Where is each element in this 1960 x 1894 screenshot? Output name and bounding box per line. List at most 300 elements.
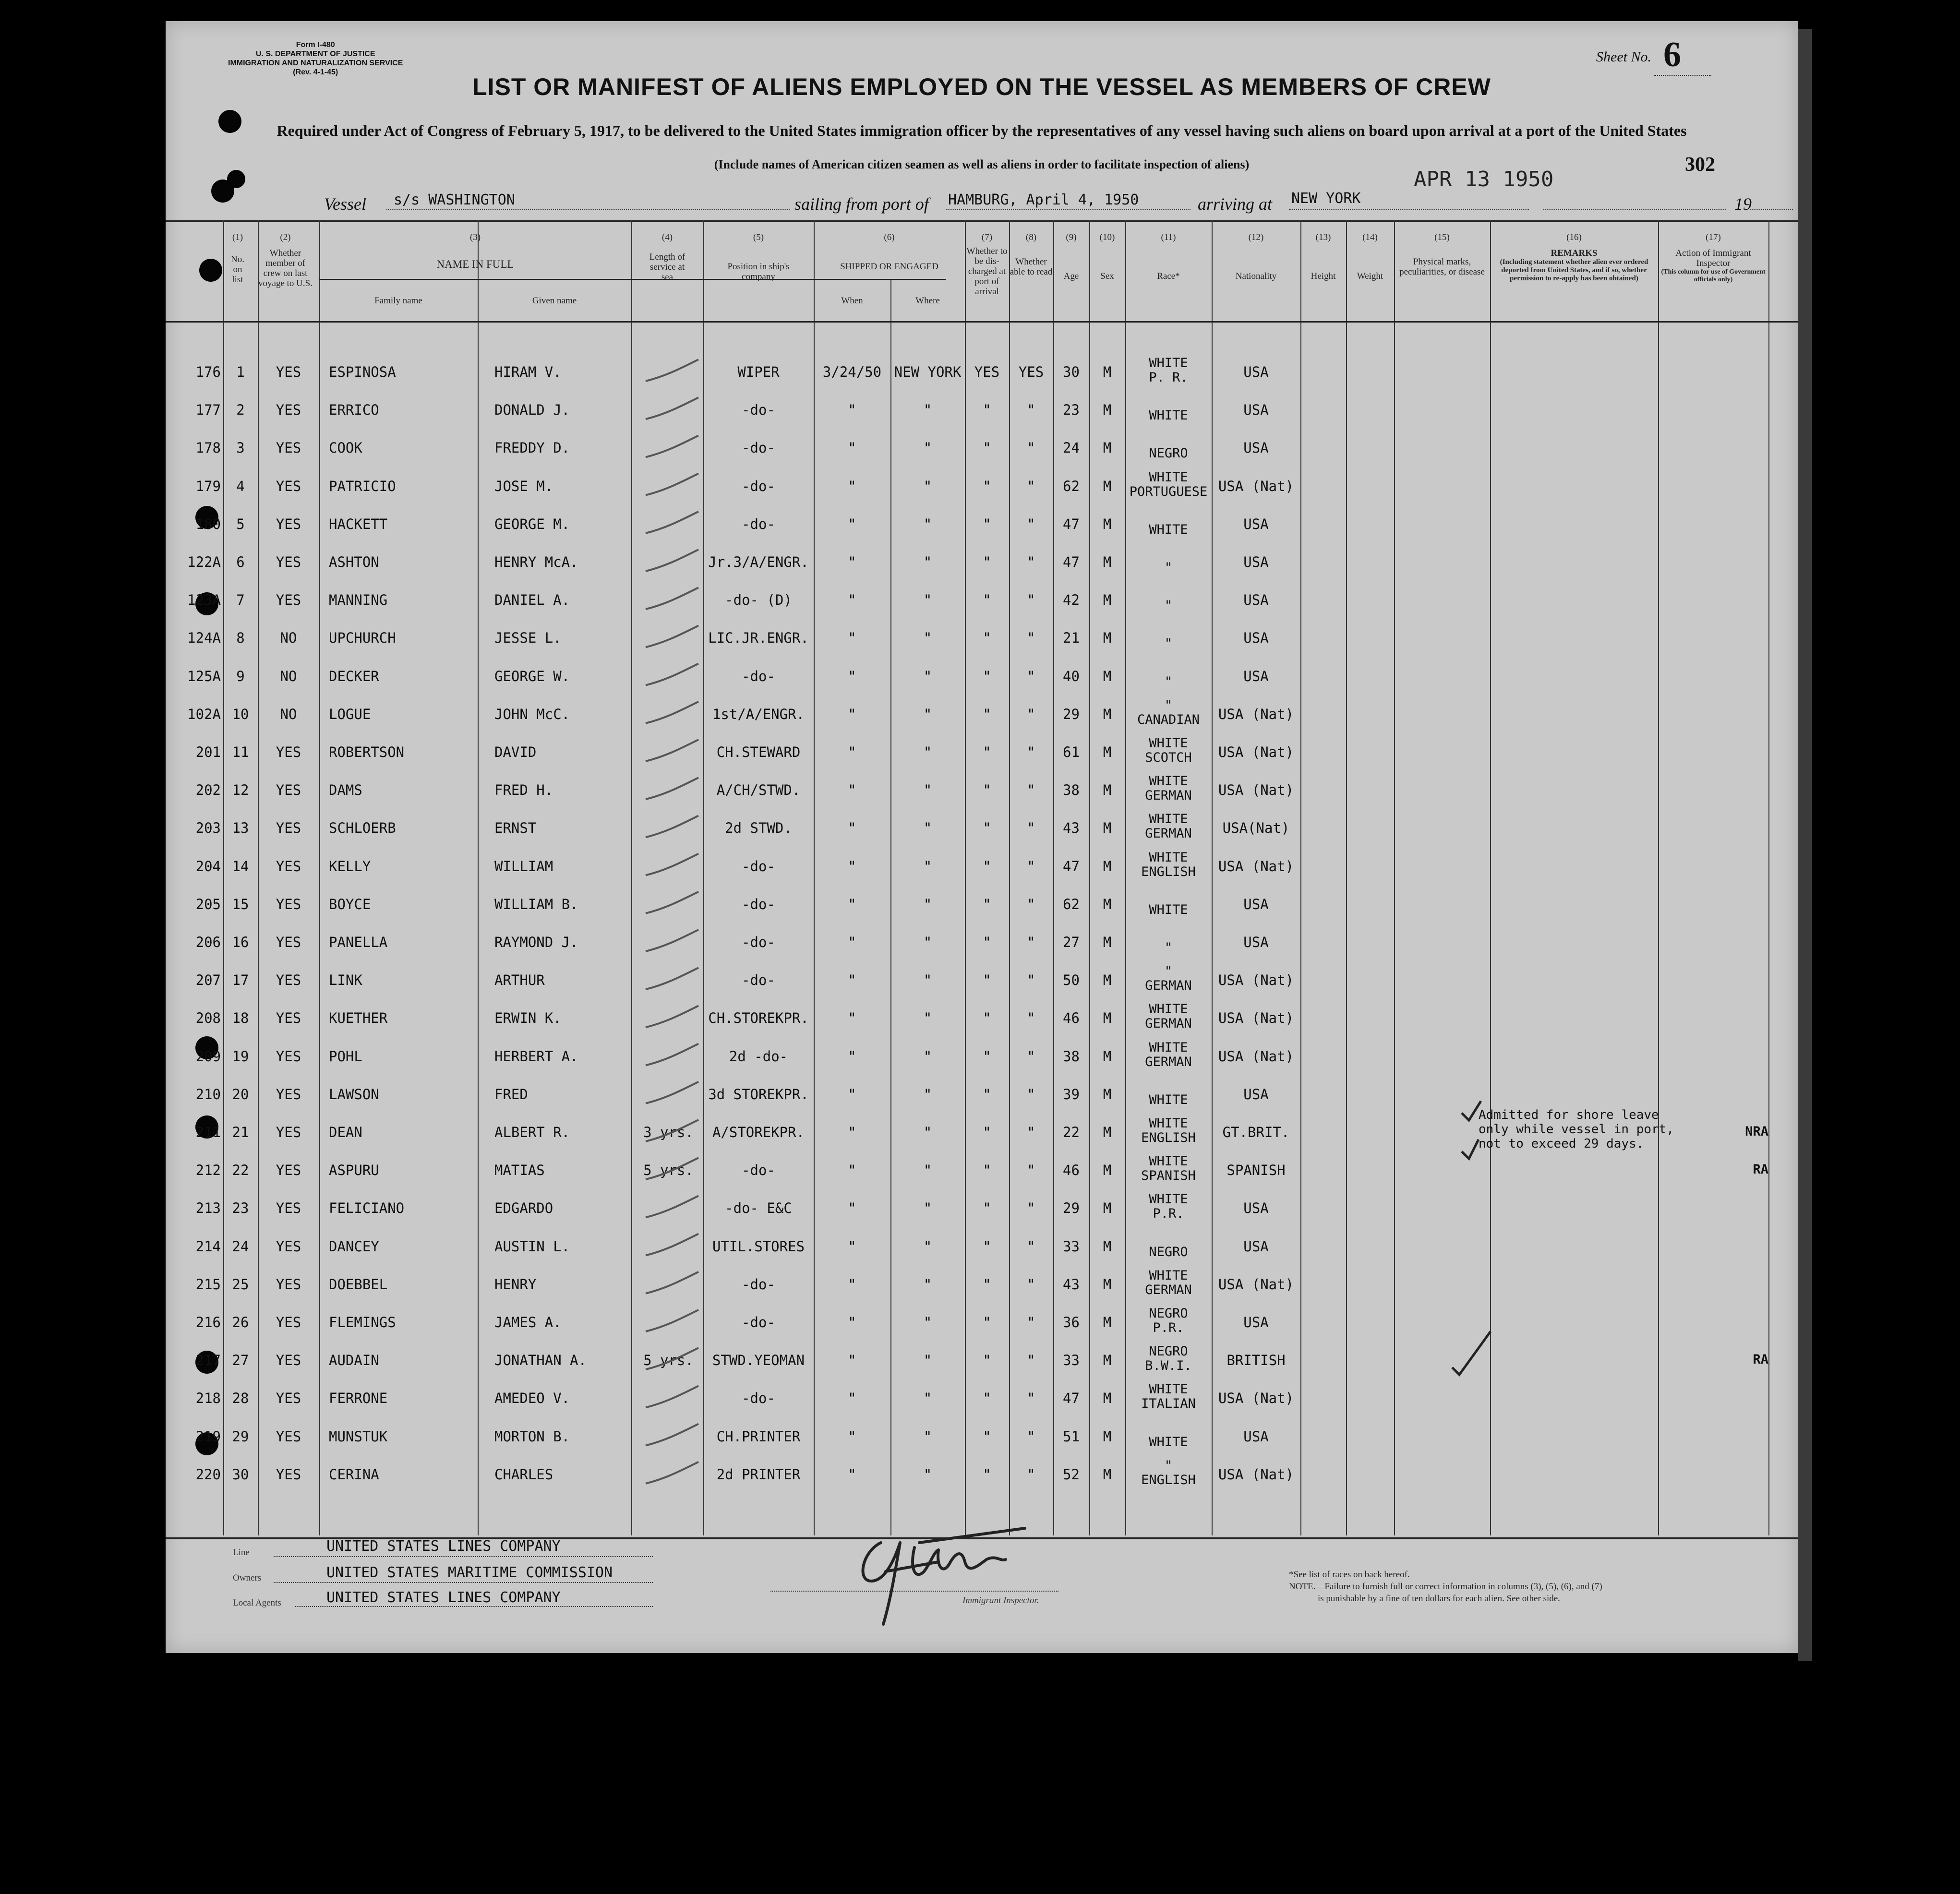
cell-position: 3d STOREKPR. bbox=[708, 1086, 809, 1103]
service-tick-mark bbox=[646, 1234, 698, 1256]
race-line-1: WHITE bbox=[1149, 1192, 1188, 1207]
cell-prev: YES bbox=[276, 744, 301, 760]
cell-disch: " bbox=[983, 744, 991, 760]
cell-age: 38 bbox=[1063, 1048, 1080, 1065]
cell-prev: YES bbox=[276, 1428, 301, 1445]
cell-nat: USA bbox=[1243, 1200, 1269, 1217]
cell-age: 29 bbox=[1063, 1200, 1080, 1217]
race-line-2: WHITE bbox=[1149, 1434, 1188, 1450]
cell-idx: 204 bbox=[195, 858, 221, 875]
race-line-1: WHITE bbox=[1149, 850, 1188, 865]
cell-prev: YES bbox=[276, 1010, 301, 1027]
cell-prev: YES bbox=[276, 1048, 301, 1065]
cell-no: 30 bbox=[232, 1466, 249, 1483]
cell-given: WILLIAM B. bbox=[494, 896, 578, 912]
cell-age: 22 bbox=[1063, 1124, 1080, 1140]
service-tick-mark bbox=[646, 435, 698, 457]
cell-where: " bbox=[923, 858, 932, 875]
cell-idx: 209 bbox=[195, 1048, 221, 1065]
nationality-check-mark bbox=[1462, 1139, 1479, 1159]
cell-disch: " bbox=[983, 1466, 991, 1483]
cell-when: " bbox=[848, 858, 856, 875]
cell-nat: USA (Nat) bbox=[1218, 858, 1294, 875]
cell-position: -do- bbox=[742, 934, 775, 950]
cell-idx: 177 bbox=[195, 402, 221, 419]
race-line-2: WHITE bbox=[1149, 902, 1188, 917]
race-line-1: WHITE bbox=[1149, 774, 1188, 789]
cell-nat: USA bbox=[1243, 440, 1269, 456]
cell-read: " bbox=[1027, 1048, 1035, 1065]
cell-idx: 218 bbox=[195, 1390, 221, 1407]
cell-position: -do- bbox=[742, 478, 775, 494]
service-tick-mark bbox=[646, 778, 698, 799]
cell-age: 61 bbox=[1063, 744, 1080, 760]
cell-when: " bbox=[848, 630, 856, 647]
races-note: *See list of races on back hereof. bbox=[1289, 1570, 1410, 1580]
cell-age: 33 bbox=[1063, 1238, 1080, 1255]
manifest-title: LIST OR MANIFEST OF ALIENS EMPLOYED ON THE VESSEL AS MEMBERS OF CREW bbox=[472, 73, 1491, 100]
col-9-header: (9) Age bbox=[1063, 232, 1079, 281]
cell-sex: M bbox=[1103, 1314, 1112, 1331]
cell-action: NRA bbox=[1745, 1124, 1768, 1139]
cell-nat: USA bbox=[1243, 592, 1269, 609]
cell-sex: M bbox=[1103, 1238, 1112, 1255]
cell-prev: YES bbox=[276, 1238, 301, 1255]
cell-position: -do- (D) bbox=[725, 592, 792, 609]
cell-where: " bbox=[923, 782, 932, 799]
cell-given: JONATHAN A. bbox=[494, 1352, 587, 1369]
cell-when: " bbox=[848, 1162, 856, 1179]
service-tick-mark bbox=[646, 1386, 698, 1407]
cell-nat: USA (Nat) bbox=[1218, 478, 1294, 494]
arriving-port: NEW YORK bbox=[1291, 190, 1361, 207]
cell-age: 23 bbox=[1063, 402, 1080, 419]
cell-family: HACKETT bbox=[329, 515, 388, 532]
cell-no: 8 bbox=[236, 630, 245, 647]
cell-given: RAYMOND J. bbox=[494, 934, 578, 950]
cell-sex: M bbox=[1103, 364, 1112, 380]
cell-where: " bbox=[923, 1428, 932, 1445]
cell-sex: M bbox=[1103, 1086, 1112, 1103]
cell-action: RA bbox=[1753, 1352, 1768, 1367]
cell-sex: M bbox=[1103, 1428, 1112, 1445]
cell-sex: M bbox=[1103, 1390, 1112, 1407]
cell-idx: 219 bbox=[195, 1428, 221, 1445]
col-3a-header: Family name bbox=[374, 296, 422, 306]
cell-family: FLEMINGS bbox=[329, 1314, 396, 1331]
col-11-header: (11) Race* bbox=[1157, 232, 1180, 281]
date-stamp: APR 13 1950 bbox=[1414, 167, 1554, 192]
cell-family: ESPINOSA bbox=[329, 364, 396, 380]
cell-given: JOSE M. bbox=[494, 478, 553, 494]
year-prefix: 19 bbox=[1734, 194, 1752, 214]
penalty-note-continued: is punishable by a fine of ten dollars for each alien. See other side. bbox=[1318, 1594, 1560, 1604]
cell-where: " bbox=[923, 668, 932, 684]
cell-where: " bbox=[923, 744, 932, 760]
cell-prev: YES bbox=[276, 1352, 301, 1369]
cell-disch: " bbox=[983, 1352, 991, 1369]
cell-position: -do- bbox=[742, 1314, 775, 1331]
cell-position: -do- bbox=[742, 440, 775, 456]
cell-position: UTIL.STORES bbox=[712, 1238, 805, 1255]
race-line-2: GERMAN bbox=[1145, 978, 1192, 994]
race-line-1: NEGRO bbox=[1149, 1344, 1188, 1359]
cell-given: DANIEL A. bbox=[494, 592, 570, 609]
service-tick-mark bbox=[646, 397, 698, 419]
cell-idx: 102A bbox=[187, 706, 221, 722]
cell-no: 14 bbox=[232, 858, 249, 875]
cell-sex: M bbox=[1103, 706, 1112, 722]
race-line-1: NEGRO bbox=[1149, 1306, 1188, 1321]
cell-family: BOYCE bbox=[329, 896, 371, 912]
cell-when: " bbox=[848, 744, 856, 760]
cell-no: 28 bbox=[232, 1390, 249, 1407]
owners-underline bbox=[274, 1582, 653, 1583]
cell-position: -do- bbox=[742, 1162, 775, 1179]
cell-prev: NO bbox=[280, 668, 297, 684]
cell-family: MANNING bbox=[329, 592, 388, 609]
cell-position: -do- bbox=[742, 1390, 775, 1407]
cell-family: DAMS bbox=[329, 782, 362, 799]
cell-nat: USA (Nat) bbox=[1218, 1466, 1294, 1483]
col-3b-header: Given name bbox=[532, 296, 577, 306]
cell-when: " bbox=[848, 1428, 856, 1445]
cell-when: " bbox=[848, 896, 856, 912]
service-tick-mark bbox=[646, 512, 698, 533]
cell-where: " bbox=[923, 402, 932, 419]
cell-family: FERRONE bbox=[329, 1390, 388, 1407]
cell-age: 43 bbox=[1063, 1276, 1080, 1293]
cell-position: A/STOREKPR. bbox=[712, 1124, 805, 1140]
cell-disch: " bbox=[983, 934, 991, 950]
cell-read: " bbox=[1027, 630, 1035, 647]
cell-position: -do- bbox=[742, 972, 775, 989]
cell-disch: " bbox=[983, 1010, 991, 1027]
cell-age: 62 bbox=[1063, 478, 1080, 494]
race-line-2: WHITE bbox=[1149, 1092, 1188, 1107]
cell-prev: YES bbox=[276, 515, 301, 532]
cell-disch: " bbox=[983, 972, 991, 989]
cell-sex: M bbox=[1103, 972, 1112, 989]
cell-prev: YES bbox=[276, 364, 301, 380]
cell-when: " bbox=[848, 1276, 856, 1293]
cell-sex: M bbox=[1103, 1048, 1112, 1065]
cell-family: COOK bbox=[329, 440, 362, 456]
cell-where: NEW YORK bbox=[894, 364, 962, 380]
arriving-label: arriving at bbox=[1198, 194, 1273, 214]
inspector-underline bbox=[770, 1591, 1058, 1592]
cell-position: -do- bbox=[742, 896, 775, 912]
cell-where: " bbox=[923, 1314, 932, 1331]
cell-position: -do- bbox=[742, 858, 775, 875]
col-6a-header: When bbox=[841, 296, 863, 306]
cell-nat: USA bbox=[1243, 1314, 1269, 1331]
cell-disch: " bbox=[983, 1390, 991, 1407]
cell-age: 42 bbox=[1063, 592, 1080, 609]
cell-position: 2d -do- bbox=[729, 1048, 788, 1065]
cell-age: 47 bbox=[1063, 515, 1080, 532]
cell-disch: " bbox=[983, 820, 991, 837]
service-tick-mark bbox=[646, 474, 698, 495]
sheet-number: 6 bbox=[1663, 35, 1681, 74]
cell-no: 29 bbox=[232, 1428, 249, 1445]
cell-idx: 179 bbox=[195, 478, 221, 494]
cell-nat: USA bbox=[1243, 1086, 1269, 1103]
cell-no: 9 bbox=[236, 668, 245, 684]
cell-family: POHL bbox=[329, 1048, 362, 1065]
cell-prev: NO bbox=[280, 630, 297, 647]
cell-read: " bbox=[1027, 1086, 1035, 1103]
cell-when: " bbox=[848, 1466, 856, 1483]
cell-age: 40 bbox=[1063, 668, 1080, 684]
cell-given: GEORGE M. bbox=[494, 515, 570, 532]
cell-family: DEAN bbox=[329, 1124, 362, 1140]
cell-given: HIRAM V. bbox=[494, 364, 562, 380]
cell-sex: M bbox=[1103, 440, 1112, 456]
cell-when: " bbox=[848, 402, 856, 419]
cell-where: " bbox=[923, 478, 932, 494]
form-number: Form I-480 bbox=[296, 41, 335, 49]
cell-family: KUETHER bbox=[329, 1010, 388, 1027]
cell-idx: 202 bbox=[195, 782, 221, 799]
cell-age: 36 bbox=[1063, 1314, 1080, 1331]
cell-no: 18 bbox=[232, 1010, 249, 1027]
nationality-check-mark bbox=[1462, 1101, 1481, 1120]
race-line-1: WHITE bbox=[1149, 736, 1188, 751]
cell-given: FREDDY D. bbox=[494, 440, 570, 456]
cell-given: MORTON B. bbox=[494, 1428, 570, 1445]
cell-disch: " bbox=[983, 1124, 991, 1140]
manifest-subtitle: Required under Act of Congress of February 5, 1917, to be delivered to the United States immigration officer by the representatives of any vessel having such aliens on board upon arrival at a port of the United States bbox=[277, 122, 1687, 139]
cell-where: " bbox=[923, 630, 932, 647]
service-tick-mark bbox=[646, 1082, 698, 1103]
cell-idx: 180 bbox=[195, 515, 221, 532]
col-10-header: (10) Sex bbox=[1099, 232, 1115, 281]
race-line-2: ENGLISH bbox=[1141, 1472, 1196, 1487]
cell-nat: USA bbox=[1243, 402, 1269, 419]
col-6b-header: Where bbox=[915, 296, 940, 306]
cell-given: ARTHUR bbox=[494, 972, 545, 989]
cell-action: RA bbox=[1753, 1162, 1768, 1177]
race-line-1: " bbox=[1164, 1458, 1173, 1473]
department-name: U. S. DEPARTMENT OF JUSTICE bbox=[255, 50, 375, 58]
cell-family: MUNSTUK bbox=[329, 1428, 388, 1445]
cell-nat: USA bbox=[1243, 364, 1269, 380]
race-line-1: WHITE bbox=[1149, 1382, 1188, 1397]
col-5-header: (5) Position in ship's company bbox=[727, 232, 790, 282]
race-line-2: " bbox=[1164, 560, 1173, 575]
race-line-1: WHITE bbox=[1149, 812, 1188, 827]
cell-where: " bbox=[923, 1124, 932, 1140]
tick-marks bbox=[166, 21, 1798, 1653]
cell-when: " bbox=[848, 1200, 856, 1217]
service-tick-mark bbox=[646, 1158, 698, 1179]
cell-read: " bbox=[1027, 1200, 1035, 1217]
cell-where: " bbox=[923, 515, 932, 532]
cell-disch: " bbox=[983, 440, 991, 456]
cell-age: 47 bbox=[1063, 1390, 1080, 1407]
race-line-2: SPANISH bbox=[1141, 1168, 1196, 1184]
cell-when: 3/24/50 bbox=[822, 364, 882, 380]
cell-no: 1 bbox=[236, 364, 245, 380]
service-tick-mark bbox=[646, 1006, 698, 1027]
cell-prev: YES bbox=[276, 782, 301, 799]
cell-age: 43 bbox=[1063, 820, 1080, 837]
cell-no: 5 bbox=[236, 515, 245, 532]
cell-sex: M bbox=[1103, 1352, 1112, 1369]
cell-given: FRED bbox=[494, 1086, 528, 1103]
service-tick-mark bbox=[646, 854, 698, 875]
cell-nat: USA bbox=[1243, 1428, 1269, 1445]
service-tick-mark bbox=[646, 1044, 698, 1066]
cell-read: " bbox=[1027, 402, 1035, 419]
cell-nat: BRITISH bbox=[1227, 1352, 1286, 1369]
cell-sex: M bbox=[1103, 515, 1112, 532]
cell-prev: YES bbox=[276, 402, 301, 419]
race-line-2: " bbox=[1164, 598, 1173, 613]
cell-no: 27 bbox=[232, 1352, 249, 1369]
cell-prev: YES bbox=[276, 896, 301, 912]
cell-prev: YES bbox=[276, 478, 301, 494]
cell-sex: M bbox=[1103, 1200, 1112, 1217]
race-line-2: ITALIAN bbox=[1141, 1396, 1196, 1412]
cell-family: DECKER bbox=[329, 668, 379, 684]
race-line-2: P.R. bbox=[1153, 1320, 1184, 1335]
cell-family: KELLY bbox=[329, 858, 371, 875]
cell-nat: USA bbox=[1243, 668, 1269, 684]
cell-no: 7 bbox=[236, 592, 245, 609]
cell-read: " bbox=[1027, 820, 1035, 837]
cell-disch: YES bbox=[974, 364, 1000, 380]
col-12-header: (12) Nationality bbox=[1235, 232, 1277, 281]
cell-read: " bbox=[1027, 1466, 1035, 1483]
cell-position: STWD.YEOMAN bbox=[712, 1352, 805, 1369]
cell-read: " bbox=[1027, 554, 1035, 570]
cell-position: A/CH/STWD. bbox=[716, 782, 801, 799]
owners-value: UNITED STATES MARITIME COMMISSION bbox=[326, 1564, 613, 1581]
cell-nat: USA (Nat) bbox=[1218, 744, 1294, 760]
cell-where: " bbox=[923, 1390, 932, 1407]
col-6-header: (6) SHIPPED OR ENGAGED bbox=[840, 232, 938, 272]
cell-position: CH.PRINTER bbox=[716, 1428, 801, 1445]
col-17-header: (17) Action of Immigrant Inspector (This column for use of Government officials only) bbox=[1661, 232, 1766, 283]
cell-where: " bbox=[923, 1200, 932, 1217]
cell-position: Jr.3/A/ENGR. bbox=[708, 554, 809, 570]
cell-no: 6 bbox=[236, 554, 245, 570]
service-name: IMMIGRATION AND NATURALIZATION SERVICE bbox=[228, 59, 403, 67]
cell-disch: " bbox=[983, 706, 991, 722]
cell-where: " bbox=[923, 1048, 932, 1065]
cell-family: UPCHURCH bbox=[329, 630, 396, 647]
col-2-header: (2) Whether member of crew on last voyage to U.S. bbox=[258, 232, 313, 288]
cell-when: " bbox=[848, 820, 856, 837]
manifest-subtitle-note: (Include names of American citizen seamen as well as aliens in order to facilitate inspection of aliens) bbox=[714, 157, 1250, 171]
cell-family: CERINA bbox=[329, 1466, 379, 1483]
cell-disch: " bbox=[983, 1276, 991, 1293]
service-tick-mark bbox=[646, 664, 698, 685]
cell-disch: " bbox=[983, 478, 991, 494]
cell-nat: USA bbox=[1243, 934, 1269, 950]
cell-sex: M bbox=[1103, 1124, 1112, 1140]
cell-read: " bbox=[1027, 782, 1035, 799]
race-line-1: WHITE bbox=[1149, 1154, 1188, 1169]
race-line-2: GERMAN bbox=[1145, 1282, 1192, 1297]
inspector-label: Immigrant Inspector. bbox=[962, 1595, 1039, 1606]
cell-disch: " bbox=[983, 858, 991, 875]
cell-service: 5 yrs. bbox=[643, 1162, 694, 1179]
cell-idx: 210 bbox=[195, 1086, 221, 1103]
cell-prev: YES bbox=[276, 972, 301, 989]
cell-service: 3 yrs. bbox=[643, 1124, 694, 1140]
cell-disch: " bbox=[983, 630, 991, 647]
race-line-1: WHITE bbox=[1149, 1116, 1188, 1131]
cell-prev: YES bbox=[276, 554, 301, 570]
col-4-header: (4) Length of service at sea bbox=[649, 232, 685, 282]
cell-disch: " bbox=[983, 515, 991, 532]
cell-idx: 123A bbox=[187, 592, 221, 609]
cell-sex: M bbox=[1103, 858, 1112, 875]
cell-read: " bbox=[1027, 1238, 1035, 1255]
cell-prev: YES bbox=[276, 1466, 301, 1483]
cell-when: " bbox=[848, 1048, 856, 1065]
cell-position: LIC.JR.ENGR. bbox=[708, 630, 809, 647]
cell-sex: M bbox=[1103, 1162, 1112, 1179]
cell-prev: YES bbox=[276, 1314, 301, 1331]
cell-sex: M bbox=[1103, 934, 1112, 950]
cell-family: AUDAIN bbox=[329, 1352, 379, 1369]
vessel-name: s/s WASHINGTON bbox=[394, 192, 515, 208]
cell-service: 5 yrs. bbox=[643, 1352, 694, 1369]
race-line-1: " bbox=[1164, 964, 1173, 979]
cell-prev: YES bbox=[276, 1086, 301, 1103]
cell-where: " bbox=[923, 972, 932, 989]
cell-idx: 214 bbox=[195, 1238, 221, 1255]
cell-age: 39 bbox=[1063, 1086, 1080, 1103]
race-line-2: GERMAN bbox=[1145, 1054, 1192, 1069]
service-tick-mark bbox=[646, 968, 698, 989]
cell-when: " bbox=[848, 1314, 856, 1331]
nationality-check-mark bbox=[1452, 1331, 1491, 1375]
line-value: UNITED STATES LINES COMPANY bbox=[326, 1538, 561, 1555]
cell-read: " bbox=[1027, 858, 1035, 875]
race-line-1: WHITE bbox=[1149, 1268, 1188, 1283]
cell-idx: 178 bbox=[195, 440, 221, 456]
cell-no: 25 bbox=[232, 1276, 249, 1293]
cell-given: AUSTIN L. bbox=[494, 1238, 570, 1255]
cell-idx: 216 bbox=[195, 1314, 221, 1331]
cell-idx: 176 bbox=[195, 364, 221, 380]
cell-position: CH.STOREKPR. bbox=[708, 1010, 809, 1027]
cell-when: " bbox=[848, 1086, 856, 1103]
service-tick-mark bbox=[646, 1272, 698, 1294]
page-code: 302 bbox=[1685, 154, 1715, 176]
cell-read: " bbox=[1027, 592, 1035, 609]
cell-read: " bbox=[1027, 1428, 1035, 1445]
cell-no: 4 bbox=[236, 478, 245, 494]
cell-when: " bbox=[848, 972, 856, 989]
cell-family: LINK bbox=[329, 972, 362, 989]
cell-prev: YES bbox=[276, 858, 301, 875]
cell-given: FRED H. bbox=[494, 782, 553, 799]
cell-idx: 203 bbox=[195, 820, 221, 837]
cell-prev: YES bbox=[276, 934, 301, 950]
cell-family: FELICIANO bbox=[329, 1200, 405, 1217]
cell-nat: USA bbox=[1243, 1238, 1269, 1255]
cell-family: PATRICIO bbox=[329, 478, 396, 494]
manifest-sheet bbox=[166, 21, 1798, 1653]
service-tick-mark bbox=[646, 740, 698, 761]
cell-nat: SPANISH bbox=[1227, 1162, 1286, 1179]
